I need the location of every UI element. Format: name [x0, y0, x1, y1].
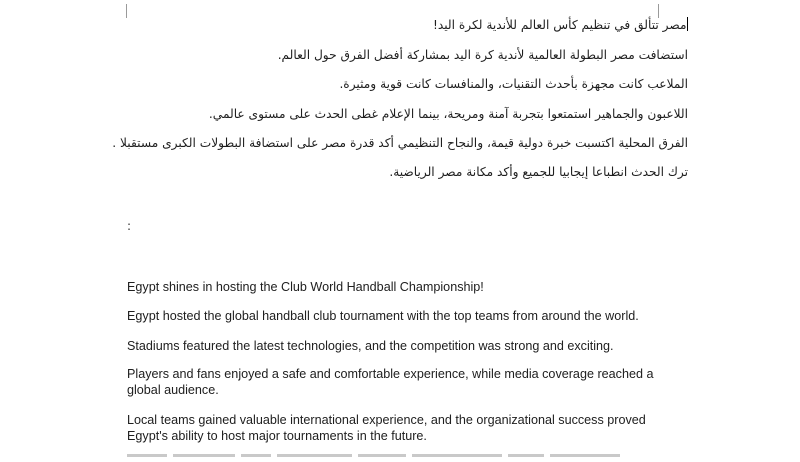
arabic-title-line[interactable] — [128, 17, 688, 33]
partially-visible-line — [127, 454, 647, 462]
arabic-paragraph[interactable]: الفرق المحلية اكتسبت خبرة دولية قيمة، والنجاح التنظيمي أكد قدرة مصر على استضافة البطولات الكبرى مستقبلا . — [112, 136, 688, 150]
arabic-title: مصر تتألق في تنظيم كأس العالم للأندية لكرة اليد! — [432, 18, 687, 32]
english-paragraph[interactable]: Stadiums featured the latest technologies, and the competition was strong and exciting. — [127, 339, 614, 353]
left-margin-marker — [126, 4, 127, 18]
english-paragraph[interactable]: Players and fans enjoyed a safe and comfortable experience, while media coverage reached a global audience. — [127, 367, 654, 397]
arabic-paragraph[interactable]: الملاعب كانت مجهزة بأحدث التقنيات، والمنافسات كانت قوية ومثيرة. — [339, 77, 688, 91]
separator-colon[interactable]: : — [127, 219, 132, 233]
english-paragraph[interactable]: Local teams gained valuable international experience, and the organizational success proved Egypt's ability to host major tournaments in the future. — [127, 413, 646, 443]
arabic-paragraph[interactable]: استضافت مصر البطولة العالمية لأندية كرة اليد بمشاركة أفضل الفرق حول العالم. — [277, 48, 688, 62]
right-margin-marker — [658, 4, 659, 18]
english-title[interactable]: Egypt shines in hosting the Club World Handball Championship! — [127, 280, 484, 294]
arabic-paragraph[interactable]: اللاعبون والجماهير استمتعوا بتجربة آمنة ومريحة، بينما الإعلام غطى الحدث على مستوى عالمي. — [208, 107, 688, 121]
text-cursor — [687, 17, 689, 31]
english-paragraph[interactable]: Egypt hosted the global handball club tournament with the top teams from around the world. — [127, 309, 639, 323]
arabic-paragraph[interactable]: ترك الحدث انطباعا إيجابيا للجميع وأكد مكانة مصر الرياضية. — [389, 165, 688, 179]
